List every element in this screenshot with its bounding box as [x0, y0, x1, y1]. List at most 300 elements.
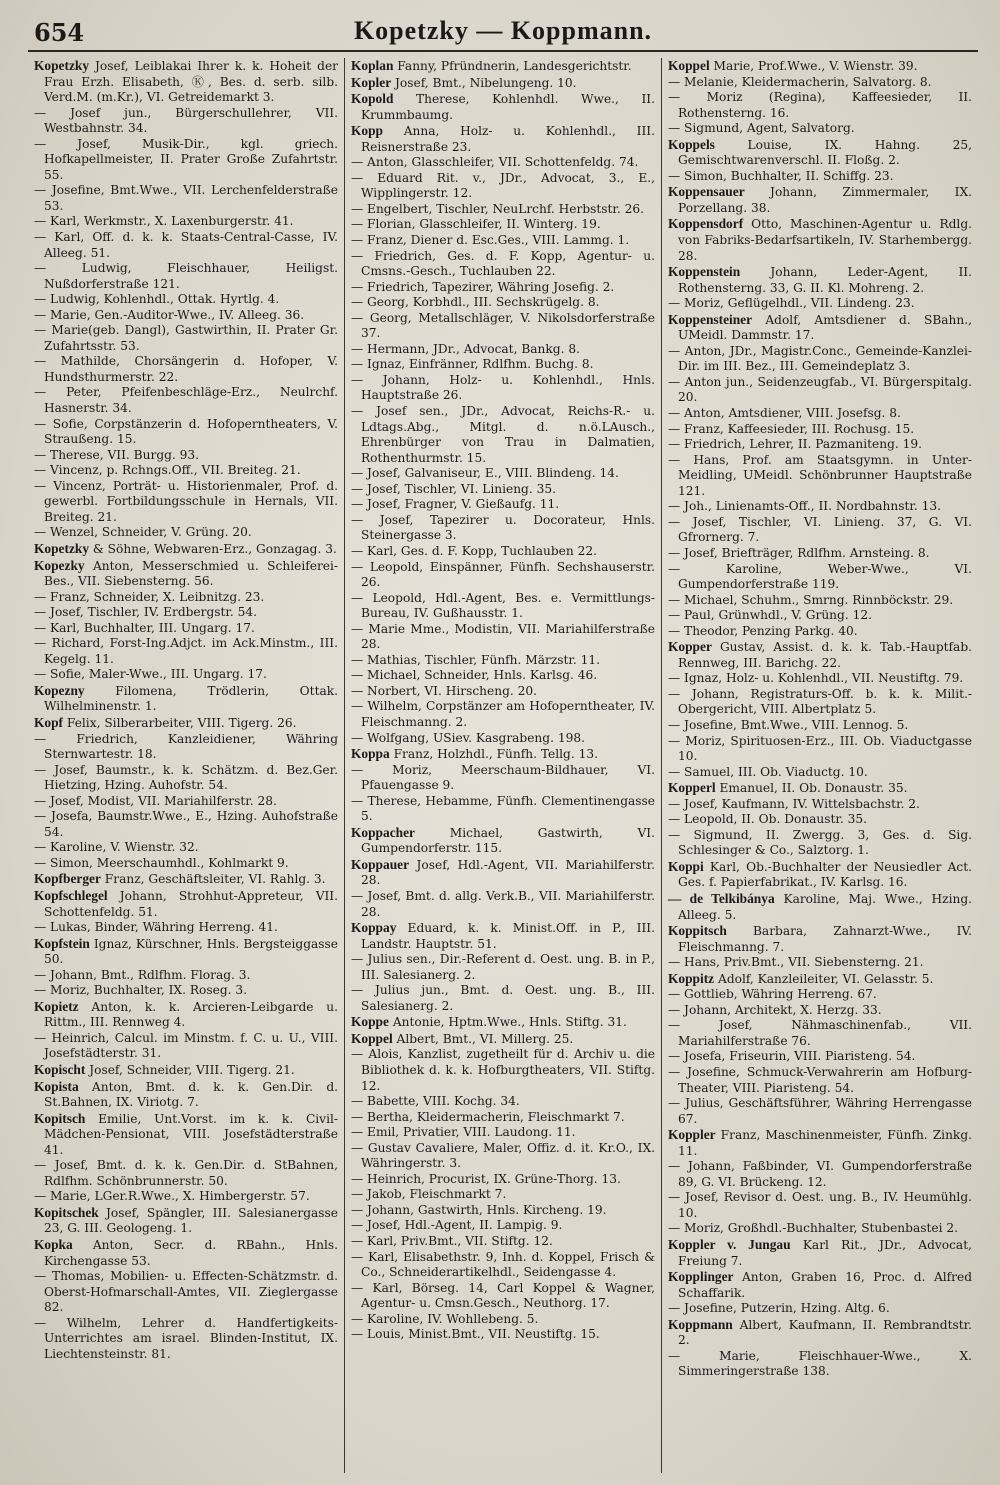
directory-entry — [351, 1014, 655, 1031]
directory-entry — [34, 1062, 338, 1079]
directory-entry — [351, 1327, 655, 1343]
entry-text: — Josef, Musik-Dir., kgl. griech. Hofkapellmeister, II. Prater Große Zufahrtstr. 55. — [34, 136, 338, 182]
directory-entry — [668, 734, 972, 765]
directory-entry — [351, 482, 655, 498]
directory-entry — [668, 1301, 972, 1317]
directory-entry — [351, 91, 655, 123]
directory-entry — [34, 137, 338, 184]
directory-entry — [668, 296, 972, 312]
entry-text: — Friedrich, Ges. d. F. Kopp, Agentur- u. Cmsns.-Gesch., Tuchlauben 22. — [351, 248, 655, 279]
directory-entry — [351, 591, 655, 622]
directory-entry — [668, 344, 972, 375]
entry-text: — Paul, Grünwhdl., V. Grüng. 12. — [668, 608, 872, 623]
directory-entry — [351, 653, 655, 669]
directory-entry — [668, 499, 972, 515]
directory-entry — [351, 466, 655, 482]
entry-text: Anna, Holz- u. Kohlenhdl., III. Reisnerstraße 23. — [361, 124, 655, 154]
directory-entry — [668, 797, 972, 813]
directory-entry — [668, 987, 972, 1003]
entry-text: Karl, Ob.-Buchhalter der Neusiedler Act. Ges. f. Papierfabrikat., IV. Karlsg. 16. — [678, 859, 972, 890]
directory-entry — [34, 479, 338, 526]
entry-surname: Kopfberger — [34, 871, 101, 887]
entry-text: Anton, Graben 16, Proc. d. Alfred Schaffarik. — [678, 1270, 972, 1300]
entry-text: — Sofie, Maler-Wwe., III. Ungarg. 17. — [34, 667, 267, 682]
directory-entry — [668, 1049, 972, 1065]
entry-text: — Ludwig, Fleischhauer, Heiligst. Nußdorferstraße 121. — [34, 261, 338, 291]
entry-text: Adolf, Kanzleileiter, VI. Gelasstr. 5. — [714, 971, 934, 986]
directory-entry — [34, 448, 338, 464]
directory-entry — [34, 1158, 338, 1189]
directory-entry — [668, 562, 972, 593]
directory-entry — [34, 214, 338, 230]
entry-text: — Florian, Glasschleifer, II. Winterg. 19. — [351, 217, 601, 232]
entry-text: — Louis, Minist.Bmt., VII. Neustiftg. 15. — [351, 1327, 600, 1342]
directory-entry — [34, 732, 338, 763]
entry-surname: Koppensteiner — [668, 311, 753, 327]
entry-text: Johann, Strohhut-Appreteur, VII. Schottenfeldg. 51. — [44, 888, 338, 919]
entry-text: — Josef, Galvaniseur, E., VIII. Blindeng. 14. — [351, 466, 619, 481]
directory-entry — [351, 1141, 655, 1172]
entry-text: — Josefine, Bmt.Wwe., VIII. Lennog. 5. — [668, 717, 909, 732]
entry-text: — Thomas, Mobilien- u. Effecten-Schätzmstr. d. Oberst-Hofmarschall-Amtes, VII. Zieglergasse 82. — [34, 1269, 338, 1315]
entry-surname: Kopfschlegel — [34, 887, 108, 903]
directory-entry — [668, 422, 972, 438]
entry-text: Albert, Kaufmann, II. Rembrandtstr. 2. — [678, 1317, 972, 1348]
entry-surname: Kopka — [34, 1237, 73, 1253]
entry-text: — Franz, Diener d. Esc.Ges., VIII. Lammg. 1. — [351, 233, 630, 248]
directory-entry — [668, 184, 972, 216]
directory-entry — [34, 1269, 338, 1316]
entry-text: — Ignaz, Einfränner, Rdlfhm. Buchg. 8. — [351, 357, 594, 372]
entry-surname: Kopler — [351, 74, 392, 90]
entry-surname: Kopetzky — [34, 540, 90, 556]
entry-text: — Johann, Holz- u. Kohlenhdl., Hnls. Hauptstraße 26. — [351, 372, 655, 403]
directory-entry — [668, 1190, 972, 1221]
directory-entry — [351, 1172, 655, 1188]
entry-surname: Kopplinger — [668, 1269, 734, 1285]
directory-entry — [668, 608, 972, 624]
directory-columns — [28, 58, 978, 1473]
directory-entry — [351, 75, 655, 92]
entry-text: Josef, Schneider, VIII. Tigerg. 21. — [85, 1063, 295, 1077]
directory-entry — [668, 264, 972, 296]
entry-text: — Sigmund, Agent, Salvatorg. — [668, 121, 855, 136]
directory-entry — [351, 1218, 655, 1234]
page-header — [28, 16, 978, 52]
directory-entry — [668, 169, 972, 185]
entry-text: — Karl, Off. d. k. k. Staats-Central-Casse, IV. Alleeg. 51. — [34, 230, 338, 260]
directory-entry — [351, 513, 655, 544]
directory-entry — [34, 323, 338, 354]
directory-entry — [351, 668, 655, 684]
entry-text: Johann, Leder-Agent, II. Rothensterng. 33, G. II. Kl. Mohreng. 2. — [678, 265, 972, 295]
entry-text: — Johann, Gastwirth, Hnls. Kircheng. 19. — [351, 1202, 607, 1217]
entry-text: — Joh., Linienamts-Off., II. Nordbahnstr. 13. — [668, 499, 942, 514]
entry-text: — Leopold, Hdl.-Agent, Bes. e. Vermittlungs-Bureau, IV. Gußhausstr. 1. — [351, 590, 655, 621]
entry-text: — Josef, Briefträger, Rdlfhm. Arnsteing. 8. — [668, 545, 930, 560]
entry-text: Anton, Bmt. d. k. k. Gen.Dir. d. St.Bahnen, IX. Viriotg. 7. — [44, 1079, 338, 1110]
entry-text: — Wilhelm, Lehrer d. Handfertigkeits-Unterrichtes am israel. Blinden-Institut, IX. Liechtensteinstr. 81. — [34, 1315, 338, 1361]
entry-text: — Karoline, IV. Wohllebeng. 5. — [351, 1311, 539, 1326]
entry-text: — Josefa, Baumstr.Wwe., E., Hzing. Auhofstraße 54. — [34, 809, 338, 839]
directory-entry — [351, 731, 655, 747]
directory-entry — [668, 1065, 972, 1096]
directory-entry — [668, 1221, 972, 1237]
directory-entry — [351, 404, 655, 466]
directory-entry — [34, 871, 338, 888]
directory-entry — [351, 684, 655, 700]
directory-entry — [668, 437, 972, 453]
directory-entry — [351, 233, 655, 249]
directory-entry — [34, 1237, 338, 1269]
entry-surname: Koppmann — [668, 1316, 733, 1332]
entry-text: — Simon, Buchhalter, II. Schiffg. 23. — [668, 168, 894, 183]
page-number: 654 — [34, 18, 85, 47]
directory-entry — [351, 1203, 655, 1219]
entry-surname: — de Telkibánya — [668, 890, 775, 906]
directory-entry — [351, 763, 655, 794]
directory-entry — [668, 121, 972, 137]
directory-entry — [351, 497, 655, 513]
directory-entry — [351, 1312, 655, 1328]
entry-text: — Julius, Geschäftsführer, Währing Herrengasse 67. — [668, 1096, 972, 1126]
directory-entry — [351, 1250, 655, 1281]
entry-text: — Ludwig, Kohlenhdl., Ottak. Hyrtlg. 4. — [34, 292, 280, 307]
entry-text: — Karl, Elisabethstr. 9, Inh. d. Koppel, Frisch & Co., Schneiderartikelhdl., Seidengasse 4. — [351, 1249, 655, 1280]
entry-text: — Josefine, Bmt.Wwe., VII. Lerchenfelderstraße 53. — [34, 183, 338, 213]
directory-entry — [34, 58, 338, 106]
directory-entry — [668, 687, 972, 718]
directory-entry — [668, 1018, 972, 1049]
entry-text: — Josefine, Schmuck-Verwahrerin am Hofburg-Theater, VIII. Piaristeng. 54. — [668, 1065, 972, 1095]
directory-entry — [34, 763, 338, 794]
directory-entry — [351, 544, 655, 560]
directory-entry — [668, 671, 972, 687]
entry-text: Louise, IX. Hahng. 25, Gemischtwarenverschl. II. Floßg. 2. — [678, 137, 972, 168]
directory-entry — [351, 889, 655, 920]
entry-text: — Karl, Ges. d. F. Kopp, Tuchlauben 22. — [351, 543, 597, 558]
entry-surname: Koplan — [351, 58, 394, 73]
directory-entry — [34, 385, 338, 416]
entry-text: — Julius jun., Bmt. d. Oest. ung. B., III. Salesianerg. 2. — [351, 983, 655, 1013]
entry-text: — Josef, Tapezirer u. Docorateur, Hnls. Steinergasse 3. — [351, 512, 655, 543]
directory-entry — [351, 1047, 655, 1094]
entry-text: — Josef, Fragner, V. Gießaufg. 11. — [351, 497, 560, 512]
entry-text: — Therese, Hebamme, Fünfh. Clementinengasse 5. — [351, 793, 655, 824]
entry-surname: Koppels — [668, 136, 715, 152]
entry-surname: Kopitschek — [34, 1204, 99, 1220]
entry-text: — Michael, Schuhm., Smrng. Rinnböckstr. 29. — [668, 592, 954, 607]
entry-text: — Georg, Korbhdl., III. Sechskrügelg. 8. — [351, 295, 600, 310]
directory-entry — [34, 936, 338, 968]
directory-entry — [668, 812, 972, 828]
entry-text: — Josef, Baumstr., k. k. Schätzm. d. Bez.Ger. Hietzing, Hzing. Auhofstr. 54. — [34, 762, 338, 793]
directory-entry — [34, 1111, 338, 1159]
entry-text: — Josef, Hdl.-Agent, II. Lampig. 9. — [351, 1218, 563, 1233]
entry-text: — Leopold, II. Ob. Donaustr. 35. — [668, 812, 868, 827]
entry-text: — Karl, Priv.Bmt., VII. Stiftg. 12. — [351, 1234, 553, 1249]
entry-text: — Sofie, Corpstänzerin d. Hofoperntheaters, V. Straußeng. 15. — [34, 416, 338, 447]
directory-entry — [668, 780, 972, 797]
directory-entry — [34, 417, 338, 448]
entry-text: — Josef, Kaufmann, IV. Wittelsbachstr. 2. — [668, 796, 920, 811]
directory-entry — [34, 636, 338, 667]
directory-entry — [351, 202, 655, 218]
directory-entry — [351, 295, 655, 311]
directory-entry — [668, 1003, 972, 1019]
entry-text: — Sigmund, II. Zwergg. 3, Ges. d. Sig. Schlesinger & Co., Salztorg. 1. — [668, 827, 972, 858]
directory-entry — [668, 312, 972, 344]
directory-entry — [351, 155, 655, 171]
entry-text: — Josef jun., Bürgerschullehrer, VII. Westbahnstr. 34. — [34, 105, 338, 136]
entry-text: — Engelbert, Tischler, NeuLrchf. Herbststr. 26. — [351, 201, 645, 216]
directory-entry — [351, 1031, 655, 1048]
directory-entry — [34, 1189, 338, 1205]
column-left — [28, 58, 344, 1473]
entry-text: — Anton, Amtsdiener, VIII. Josefsg. 8. — [668, 406, 901, 421]
entry-text: — Wilhelm, Corpstänzer am Hofoperntheater, IV. Fleischmanng. 2. — [351, 699, 655, 729]
directory-entry — [668, 453, 972, 500]
entry-text: Antonie, Hptm.Wwe., Hnls. Stiftg. 31. — [388, 1015, 627, 1030]
directory-entry — [668, 1237, 972, 1269]
entry-surname: Koppitz — [668, 970, 715, 986]
entry-text: — Johann, Architekt, X. Herzg. 33. — [668, 1002, 882, 1017]
directory-entry — [351, 1281, 655, 1312]
entry-text: — Lukas, Binder, Währing Herreng. 41. — [34, 920, 278, 935]
column-middle — [344, 58, 661, 1473]
entry-surname: Kopezny — [34, 682, 85, 698]
entry-text: — Johann, Bmt., Rdlfhm. Florag. 3. — [34, 967, 251, 982]
directory-entry — [668, 593, 972, 609]
entry-text: — Leopold, Einspänner, Fünfh. Sechshauserstr. 26. — [351, 559, 655, 590]
entry-surname: Kopietz — [34, 998, 79, 1014]
directory-entry — [668, 137, 972, 169]
entry-text: — Karl, Werkmstr., X. Laxenburgerstr. 41. — [34, 214, 294, 229]
entry-text: — Simon, Meerschaumhdl., Kohlmarkt 9. — [34, 855, 289, 870]
entry-text: — Josefa, Friseurin, VIII. Piaristeng. 54. — [668, 1049, 916, 1064]
directory-entry — [668, 859, 972, 891]
directory-entry — [668, 1269, 972, 1301]
directory-entry — [351, 217, 655, 233]
entry-text: — Therese, VII. Burgg. 93. — [34, 447, 200, 462]
directory-entry — [668, 765, 972, 781]
directory-entry — [34, 463, 338, 479]
entry-text: — Michael, Schneider, Hnls. Karlsg. 46. — [351, 668, 598, 683]
directory-entry — [34, 230, 338, 261]
entry-text: Karl Rit., JDr., Advocat, Freiung 7. — [678, 1238, 972, 1268]
entry-text: — Karl, Buchhalter, III. Ungarg. 17. — [34, 620, 255, 635]
directory-entry — [351, 857, 655, 889]
entry-text: — Emil, Privatier, VIII. Laudong. 11. — [351, 1125, 576, 1140]
directory-entry — [34, 809, 338, 840]
directory-entry — [351, 983, 655, 1014]
directory-entry — [668, 1317, 972, 1349]
entry-surname: Koppler — [668, 1127, 716, 1143]
entry-text: — Friedrich, Lehrer, II. Pazmaniteng. 19. — [668, 437, 923, 452]
entry-text: Josef, Spängler, III. Salesianergasse 23, G. III. Geologeng. 1. — [44, 1205, 338, 1236]
entry-surname: Kopezky — [34, 557, 85, 573]
entry-surname: Koppel — [668, 58, 710, 73]
entry-text: Emanuel, II. Ob. Donaustr. 35. — [715, 781, 908, 796]
entry-surname: Koppitsch — [668, 923, 727, 939]
directory-entry — [34, 794, 338, 810]
directory-entry — [668, 216, 972, 264]
directory-entry — [34, 1316, 338, 1363]
column-right — [661, 58, 978, 1473]
entry-text: Josef, Leiblakai Ihrer k. k. Hoheit der Frau Erzh. Elisabeth, Ⓚ, Bes. d. serb. silb. Verd.M. (m.Kr.), VI. Getreidemarkt 3. — [44, 59, 338, 105]
entry-surname: Kopetzky — [34, 58, 90, 73]
directory-entry — [34, 261, 338, 292]
entry-text: — Theodor, Penzing Parkg. 40. — [668, 623, 858, 638]
directory-entry — [668, 624, 972, 640]
entry-text: Josef, Bmt., Nibelungeng. 10. — [391, 75, 577, 90]
entry-text: — Josef, Bmt. d. allg. Verk.B., VII. Mariahilferstr. 28. — [351, 888, 655, 919]
directory-entry — [351, 357, 655, 373]
entry-text: Marie, Prof.Wwe., V. Wienstr. 39. — [709, 59, 918, 73]
entry-text: Franz, Maschinenmeister, Fünfh. Zinkg. 11. — [678, 1128, 972, 1158]
entry-text: — Wenzel, Schneider, V. Grüng. 20. — [34, 525, 252, 540]
entry-surname: Koppauer — [351, 856, 410, 872]
running-head: Kopetzky — Koppmann. — [353, 16, 653, 45]
entry-text: — Anton, Glasschleifer, VII. Schottenfeldg. 74. — [351, 155, 639, 170]
entry-text: — Moriz, Geflügelhdl., VII. Lindeng. 23. — [668, 296, 915, 311]
entry-text: — Heinrich, Calcul. im Minstm. f. C. u. U., VIII. Josefstädterstr. 31. — [34, 1030, 338, 1061]
directory-entry — [668, 971, 972, 988]
directory-entry — [351, 171, 655, 202]
entry-text: Franz, Geschäftsleiter, VI. Rahlg. 3. — [100, 872, 326, 887]
entry-text: — Moriz (Regina), Kaffeesieder, II. Rothensterng. 16. — [668, 90, 972, 120]
directory-entry — [351, 249, 655, 280]
entry-text: — Karoline, Weber-Wwe., VI. Gumpendorferstraße 119. — [668, 561, 972, 592]
directory-entry — [668, 58, 972, 75]
entry-text: — Moriz, Spirituosen-Erz., III. Ob. Viaductgasse 10. — [668, 733, 972, 764]
entry-surname: Koppler v. Jungau — [668, 1237, 791, 1253]
entry-text: Albert, Bmt., VI. Millerg. 25. — [392, 1031, 574, 1046]
entry-text: — Georg, Metallschläger, V. Nikolsdorferstraße 37. — [351, 310, 655, 341]
directory-entry — [351, 123, 655, 155]
directory-entry — [668, 1127, 972, 1159]
entry-text: — Marie Mme., Modistin, VII. Mariahilferstraße 28. — [351, 621, 655, 652]
entry-text: — Franz, Kaffeesieder, III. Rochusg. 15. — [668, 421, 915, 436]
directory-entry — [34, 667, 338, 683]
entry-text: Anton, Secr. d. RBahn., Hnls. Kirchengasse 53. — [44, 1238, 338, 1268]
directory-entry — [668, 1349, 972, 1380]
entry-text: — Josef, Tischler, VI. Linieng. 37, G. VI. Gfrornerg. 7. — [668, 514, 972, 545]
directory-entry — [351, 342, 655, 358]
directory-entry — [34, 715, 338, 732]
entry-surname: Kopf — [34, 714, 64, 730]
entry-text: — Karoline, V. Wienstr. 32. — [34, 840, 199, 855]
entry-text: — Jakob, Fleischmarkt 7. — [351, 1187, 507, 1202]
directory-entry — [351, 794, 655, 825]
directory-entry — [668, 375, 972, 406]
entry-text: Anton, Messerschmied u. Schleiferei-Bes., VII. Siebensterng. 56. — [44, 558, 338, 589]
entry-text: Fanny, Pfründnerin, Landesgerichtstr. — [393, 59, 632, 73]
entry-text: — Josef sen., JDr., Advocat, Reichs-R.- u. Ldtags.Abg., Mitgl. d. n.ö.LAusch., Ehrenbürger von Trau in Dalmatien, Rothenthurmstr. 15. — [351, 404, 655, 465]
directory-entry — [351, 1234, 655, 1250]
entry-text: — Friedrich, Kanzleidiener, Währing Sternwartestr. 18. — [34, 731, 338, 762]
entry-surname: Koppay — [351, 920, 397, 936]
directory-entry — [34, 968, 338, 984]
entry-text: — Wolfgang, USiev. Kasgrabeng. 198. — [351, 730, 585, 745]
entry-text: — Hermann, JDr., Advocat, Bankg. 8. — [351, 341, 580, 356]
entry-text: — Friedrich, Tapezirer, Währing Josefig. 2. — [351, 279, 615, 294]
directory-entry — [34, 308, 338, 324]
entry-surname: Koppensauer — [668, 184, 745, 200]
entry-text: — Marie, Fleischhauer-Wwe., X. Simmeringerstraße 138. — [668, 1348, 972, 1379]
directory-entry — [34, 292, 338, 308]
directory-entry — [34, 106, 338, 137]
entry-surname: Kopold — [351, 91, 394, 107]
entry-text: Karoline, Maj. Wwe., Hzing. Alleeg. 5. — [678, 891, 972, 922]
directory-entry — [351, 746, 655, 763]
entry-surname: Koppe — [351, 1014, 389, 1030]
directory-entry — [34, 590, 338, 606]
entry-text: — Alois, Kanzlist, zugetheilt für d. Archiv u. die Bibliothek d. k. k. Hofburgtheaters, VII. Stiftg. 12. — [351, 1047, 655, 1093]
entry-surname: Kopitsch — [34, 1110, 86, 1126]
directory-entry — [351, 1110, 655, 1126]
directory-entry — [34, 856, 338, 872]
directory-entry — [351, 699, 655, 730]
entry-surname: Koppi — [668, 858, 704, 874]
entry-text: — Moriz, Buchhalter, IX. Roseg. 3. — [34, 983, 248, 998]
entry-text: — Samuel, III. Ob. Viaductg. 10. — [668, 764, 868, 779]
entry-surname: Kopperl — [668, 780, 716, 796]
entry-text: Therese, Kohlenhdl. Wwe., II. Krummbaumg. — [361, 92, 655, 122]
entry-surname: Kopista — [34, 1078, 79, 1094]
directory-entry — [34, 683, 338, 715]
entry-surname: Kopfstein — [34, 935, 90, 951]
directory-entry — [351, 825, 655, 857]
directory-entry — [351, 311, 655, 342]
entry-text: — Mathias, Tischler, Fünfh. Märzstr. 11. — [351, 652, 601, 667]
directory-entry — [34, 983, 338, 999]
entry-text: — Melanie, Kleidermacherin, Salvatorg. 8. — [668, 74, 932, 89]
entry-text: Ignaz, Kürschner, Hnls. Bergsteiggasse 50. — [44, 936, 338, 967]
directory-entry — [668, 1159, 972, 1190]
directory-entry — [351, 1094, 655, 1110]
directory-entry — [34, 183, 338, 214]
entry-text: — Vincenz, p. Rchngs.Off., VII. Breiteg. 21. — [34, 463, 301, 478]
entry-text: — Vincenz, Porträt- u. Historienmaler, Prof. d. gewerbl. Fortbildungsschule in Hernals, VII. Breiteg. 21. — [34, 478, 338, 524]
entry-text: — Hans, Priv.Bmt., VII. Siebensterng. 21. — [668, 955, 924, 970]
directory-entry — [668, 891, 972, 923]
entry-text: — Anton, JDr., Magistr.Conc., Gemeinde-Kanzlei-Dir. im III. Bez., III. Gemeindeplatz 3. — [668, 343, 972, 374]
directory-entry — [668, 923, 972, 955]
entry-surname: Koppa — [351, 746, 390, 762]
entry-text: — Norbert, VI. Hirscheng. 20. — [351, 683, 538, 698]
directory-entry — [668, 90, 972, 121]
entry-text: — Richard, Forst-Ing.Adjct. im Ack.Minstm., III. Kegelg. 11. — [34, 636, 338, 666]
directory-entry — [351, 58, 655, 75]
directory-entry — [668, 406, 972, 422]
directory-entry — [34, 541, 338, 558]
entry-text: — Bertha, Kleidermacherin, Fleischmarkt 7. — [351, 1109, 625, 1124]
directory-entry — [34, 525, 338, 541]
directory-entry — [351, 920, 655, 952]
directory-entry — [34, 1205, 338, 1237]
entry-text: Anton, k. k. Arcieren-Leibgarde u. Rittm., III. Rennweg 4. — [44, 999, 338, 1030]
entry-surname: Koppensdorf — [668, 216, 744, 232]
directory-entry — [351, 1125, 655, 1141]
directory-entry — [668, 639, 972, 671]
entry-text: — Josef, Modist, VII. Mariahilferstr. 28. — [34, 793, 277, 808]
entry-text: — Moriz, Großhdl.-Buchhalter, Stubenbastei 2. — [668, 1221, 958, 1236]
directory-entry — [34, 888, 338, 920]
entry-text: Eduard, k. k. Minist.Off. in P., III. Landstr. Hauptstr. 51. — [361, 921, 655, 951]
entry-text: — Marie, LGer.R.Wwe., X. Himbergerstr. 57. — [34, 1189, 310, 1204]
entry-text: — Josef, Tischler, IV. Erdbergstr. 54. — [34, 605, 258, 620]
